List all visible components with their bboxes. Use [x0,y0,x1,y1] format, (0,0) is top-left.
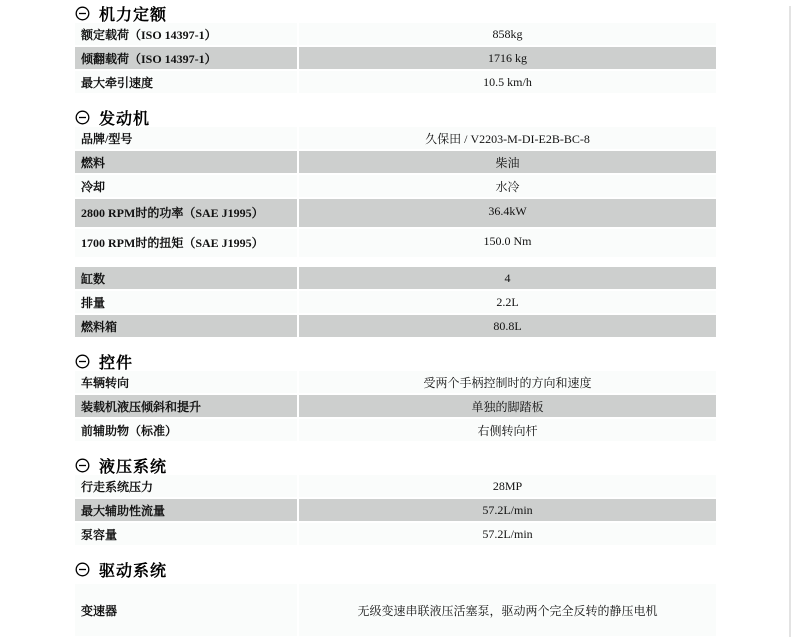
section-header [75,352,794,370]
spec-label-cell [75,475,297,497]
spec-label: 品牌/型号 [81,131,133,146]
section-title: 驱动系统 [99,560,168,580]
spec-value: 久保田 / V2203-M-DI-E2B-BC-8 [425,131,590,146]
spec-value: 柴油 [495,155,520,170]
collapse-minus-icon[interactable] [75,6,90,21]
spec-label: 排量 [81,295,106,310]
section-header [75,108,794,126]
spec-label-cell [75,584,297,636]
spec-label: 最大牵引速度 [81,75,154,90]
spec-row [75,315,716,337]
spec-label: 燃料箱 [81,319,118,334]
spec-row [75,127,716,149]
spec-row [75,199,716,227]
spec-label: 行走系统压力 [81,479,154,494]
row-gap [75,259,716,267]
spec-label: 倾翻载荷（ISO 14397-1） [81,51,217,66]
spec-row [75,71,716,93]
spec-value-cell [299,151,716,173]
spec-label: 2800 RPM时的功率（SAE J1995） [81,206,264,220]
spec-value: 10.5 km/h [483,74,532,89]
spec-label: 泵容量 [81,527,118,542]
spec-label: 装载机液压倾斜和提升 [81,399,202,414]
spec-label-cell [75,371,297,393]
spec-value: 水冷 [495,179,520,194]
spec-value-cell [299,371,716,393]
section-rows [75,23,716,93]
spec-label: 最大辅助性流量 [81,503,166,518]
spec-row [75,584,716,636]
spec-value-cell [299,127,716,149]
spec-value: 受两个手柄控制时的方向和速度 [423,375,592,390]
section-rows [75,475,716,545]
spec-value: 150.0 Nm [483,234,532,248]
section-header [75,456,794,474]
spec-label: 燃料 [81,155,106,170]
section-rows [75,584,716,636]
section-rows [75,371,716,441]
spec-value-cell [299,523,716,545]
spec-row [75,47,716,69]
spec-row [75,475,716,497]
spec-label-cell [75,315,297,337]
spec-row [75,419,716,441]
spec-label-cell [75,395,297,417]
spec-value: 单独的脚踏板 [471,399,544,414]
section-title: 发动机 [99,108,151,128]
spec-value-cell [299,419,716,441]
spec-value-cell [299,267,716,289]
spec-section [0,352,794,441]
spec-row [75,291,716,313]
spec-value-cell [299,229,716,257]
spec-label-cell [75,291,297,313]
spec-label: 冷却 [81,179,106,194]
spec-value: 57.2L/min [482,502,533,517]
spec-value-cell [299,71,716,93]
spec-row [75,267,716,289]
spec-label-cell [75,47,297,69]
collapse-minus-icon[interactable] [75,562,90,577]
spec-value: 57.2L/min [482,526,533,541]
spec-section [0,560,794,636]
spec-value: 1716 kg [488,50,527,65]
spec-label: 额定载荷（ISO 14397-1） [81,27,217,42]
section-header [75,4,794,22]
spec-value: 858kg [492,26,523,41]
spec-row [75,229,716,257]
spec-label: 1700 RPM时的扭矩（SAE J1995） [81,236,264,250]
section-title: 机力定额 [99,4,168,24]
spec-row [75,371,716,393]
spec-value-cell [299,499,716,521]
spec-label-cell [75,175,297,197]
spec-label: 车辆转向 [81,375,130,390]
spec-label-cell [75,419,297,441]
spec-value: 右侧转向杆 [477,423,538,438]
spec-label: 前辅助物（标准） [81,423,178,438]
spec-label-cell [75,523,297,545]
spec-row [75,499,716,521]
spec-row [75,151,716,173]
collapse-minus-icon[interactable] [75,458,90,473]
spec-row [75,395,716,417]
spec-value: 80.8L [493,318,522,333]
section-header [75,560,794,578]
spec-label-cell [75,127,297,149]
collapse-minus-icon[interactable] [75,354,90,369]
spec-value-cell [299,175,716,197]
spec-label-cell [75,499,297,521]
spec-label: 缸数 [81,271,106,286]
spec-value: 28MP [492,478,523,493]
scrollbar-track[interactable] [789,6,791,637]
spec-row [75,23,716,45]
spec-value-cell [299,199,716,227]
spec-value-cell [299,23,716,45]
spec-row [75,175,716,197]
spec-label-cell [75,23,297,45]
spec-row [75,523,716,545]
spec-label-cell [75,151,297,173]
spec-value: 36.4kW [488,204,527,218]
spec-section [0,108,794,337]
spec-value-cell [299,475,716,497]
spec-value-cell [299,47,716,69]
spec-section [0,456,794,545]
spec-value-cell [299,584,716,636]
spec-value-cell [299,315,716,337]
spec-value-cell [299,291,716,313]
spec-label-cell [75,267,297,289]
spec-label: 变速器 [81,603,118,618]
spec-value: 4 [504,270,511,285]
spec-section [0,4,794,93]
spec-value-cell [299,395,716,417]
section-title: 控件 [99,352,134,372]
section-rows [75,127,716,337]
spec-label-cell [75,71,297,93]
spec-value: 无级变速串联液压活塞泵，驱动两个完全反转的静压电机 [357,603,658,618]
spec-value: 2.2L [496,294,519,309]
collapse-minus-icon[interactable] [75,110,90,125]
spec-label-cell [75,199,297,227]
section-title: 液压系统 [99,456,168,476]
spec-label-cell [75,229,297,257]
